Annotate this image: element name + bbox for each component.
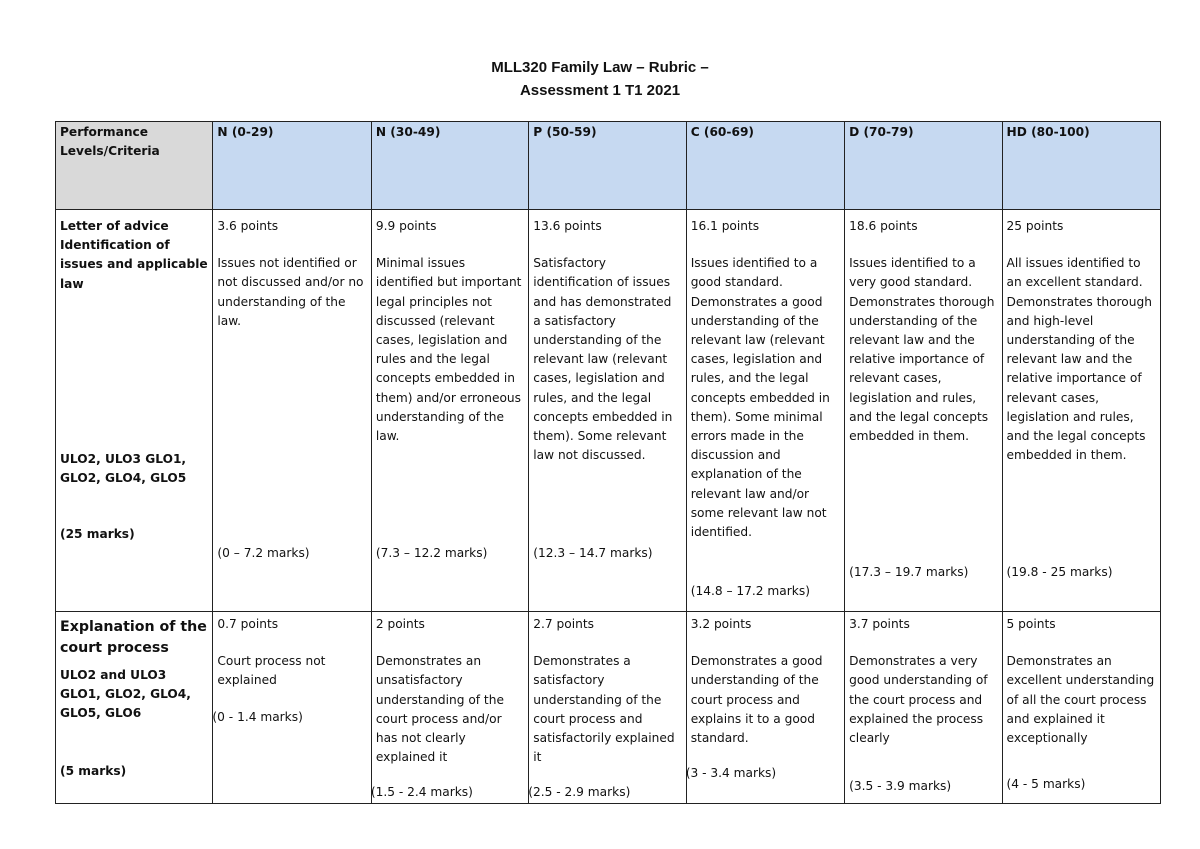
mark-range: (2.5 - 2.9 marks) xyxy=(528,785,631,799)
mark-range: (14.8 – 17.2 marks) xyxy=(690,584,810,598)
points: 5 points xyxy=(1006,617,1056,631)
header-level-n-30-49: N (30-49) xyxy=(371,122,528,210)
level-cell xyxy=(371,612,528,804)
description: Issues identified to a good standard. Demonstrates a good understanding of the relevant law (relevant cases, legislation and rules, and the legal concepts embedded in them). Some minimal errors made in the discussion and explanation of the relevant law and/or some relevant law not identified. xyxy=(690,256,830,540)
points: 18.6 points xyxy=(849,219,918,233)
level-cell xyxy=(845,210,1002,612)
level-cell xyxy=(371,210,528,612)
description: Court process not explained xyxy=(217,654,326,688)
learning-outcomes: ULO2, ULO3 GLO1, GLO2, GLO4, GLO5 xyxy=(60,452,187,486)
description: Satisfactory identification of issues and has demonstrated a satisfactory understanding of the relevant law (relevant cases, legislation and rules, and the legal concepts embedded in them). Some relevant law not discussed. xyxy=(533,256,673,463)
points: 2.7 points xyxy=(533,617,594,631)
header-criteria: Performance Levels/Criteria xyxy=(56,122,213,210)
header-level-n-0-29: N (0-29) xyxy=(213,122,371,210)
header-level-p: P (50-59) xyxy=(529,122,686,210)
criterion-cell xyxy=(56,210,213,612)
header-row xyxy=(56,122,1161,210)
level-cell xyxy=(686,210,844,612)
points: 25 points xyxy=(1006,219,1064,233)
header-level-c: C (60-69) xyxy=(686,122,844,210)
level-cell xyxy=(1002,210,1160,612)
level-cell xyxy=(1002,612,1160,804)
description: Issues not identified or not discussed and/or no understanding of the law. xyxy=(217,256,364,328)
criterion-label: Explanation of the court process xyxy=(60,619,207,656)
level-cell xyxy=(213,612,371,804)
description: Demonstrates a very good understanding of the court process and explained the process clearly xyxy=(849,654,988,746)
points: 16.1 points xyxy=(690,219,760,233)
title-line-2: Assessment 1 T1 2021 xyxy=(519,82,681,99)
mark-range: (1.5 - 2.4 marks) xyxy=(370,785,473,799)
description: Demonstrates an excellent understanding of all the court process and explained it exceptionally xyxy=(1006,654,1155,746)
level-cell xyxy=(845,612,1002,804)
rubric-row-letter-of-advice xyxy=(56,210,1161,612)
description: Demonstrates a good understanding of the court process and explains it to a good standard. xyxy=(690,654,823,746)
mark-range: (3.5 - 3.9 marks) xyxy=(849,779,952,793)
criterion-marks: (25 marks) xyxy=(60,527,135,541)
header-level-d: D (70-79) xyxy=(845,122,1002,210)
level-cell xyxy=(686,612,844,804)
criterion-cell xyxy=(56,612,213,804)
mark-range: (7.3 – 12.2 marks) xyxy=(375,546,488,560)
rubric-table xyxy=(55,121,1161,804)
description: Minimal issues identified but important legal principles not discussed (relevant cases, legislation and rules and the legal concepts embedded in them) and/or erroneous understanding of the law. xyxy=(375,256,522,444)
level-cell xyxy=(529,612,686,804)
points: 0.7 points xyxy=(217,617,279,631)
criterion-label: Letter of advice Identification of issues and applicable law xyxy=(60,219,208,291)
mark-range: (0 – 7.2 marks) xyxy=(217,546,310,560)
points: 9.9 points xyxy=(375,219,437,233)
points: 3.6 points xyxy=(217,219,279,233)
mark-range: (0 - 1.4 marks) xyxy=(212,710,303,724)
rubric-row-court-process xyxy=(56,612,1161,804)
points: 13.6 points xyxy=(533,219,602,233)
document-title xyxy=(0,56,1200,102)
learning-outcomes: ULO2 and ULO3 GLO1, GLO2, GLO4, GLO5, GLO6 xyxy=(60,668,191,721)
description: All issues identified to an excellent standard. Demonstrates thorough and high-level understanding of the relevant law and the relative importance of relevant cases, legislation and rules, and the legal concepts embedded in them. xyxy=(1006,256,1152,463)
criterion-marks: (5 marks) xyxy=(60,764,127,778)
mark-range: (3 - 3.4 marks) xyxy=(685,766,777,780)
description: Demonstrates an unsatisfactory understanding of the court process and/or has not clearly explained it xyxy=(375,654,504,765)
level-cell xyxy=(213,210,371,612)
mark-range: (19.8 - 25 marks) xyxy=(1006,565,1113,579)
mark-range: (4 - 5 marks) xyxy=(1006,777,1086,791)
description: Demonstrates a satisfactory understanding of the court process and satisfactorily explained it xyxy=(533,654,675,765)
points: 3.7 points xyxy=(849,617,910,631)
points: 2 points xyxy=(375,617,425,631)
title-line-1: MLL320 Family Law – Rubric – xyxy=(491,59,709,76)
description: Issues identified to a very good standard. Demonstrates thorough understanding of the relevant law and the relative importance of relevant cases, legislation and rules, and the legal concepts embedded in them. xyxy=(849,256,995,444)
mark-range: (17.3 – 19.7 marks) xyxy=(849,565,969,579)
mark-range: (12.3 – 14.7 marks) xyxy=(533,546,653,560)
points: 3.2 points xyxy=(690,617,752,631)
header-level-hd: HD (80-100) xyxy=(1002,122,1160,210)
level-cell xyxy=(529,210,686,612)
